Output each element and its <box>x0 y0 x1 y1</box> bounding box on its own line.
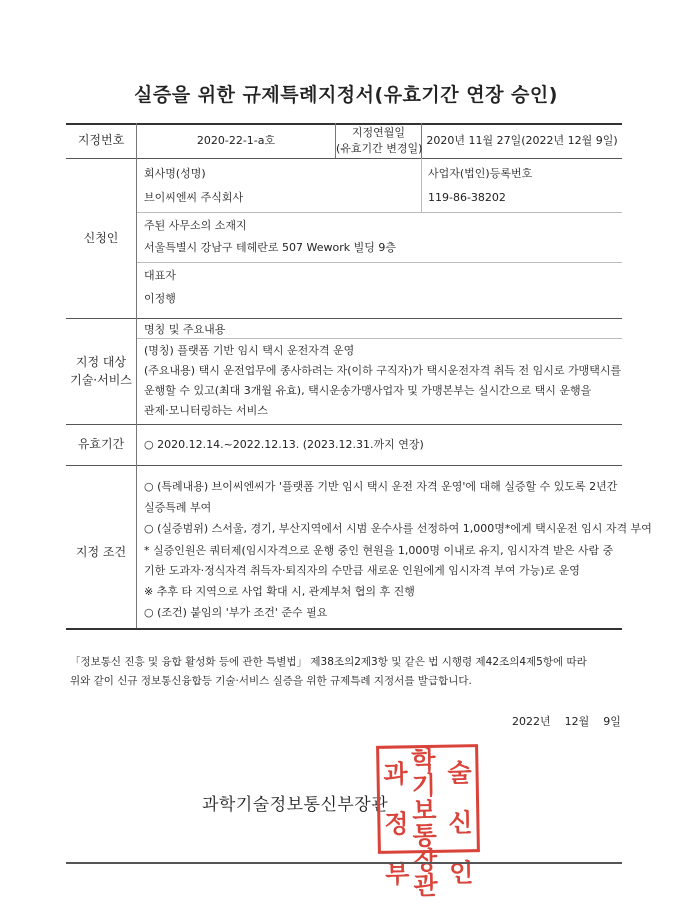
company-name-value: 브이씨엔씨 주식회사 <box>144 191 244 204</box>
condition-line: 실증특례 부여 <box>144 501 212 514</box>
condition-line: ○ (특례내용) 브이씨엔씨가 '플랫폼 기반 임시 택시 운전 자격 운영'에 대해 실증할 수 있도록 2년간 <box>144 480 618 493</box>
row-divider-applicant <box>66 318 622 319</box>
applicant-label: 신청인 <box>83 231 119 245</box>
condition-line: ※ 추후 타 지역으로 사업 확대 시, 관계부처 협의 후 진행 <box>144 585 415 598</box>
applicant-subdivider-1 <box>137 212 622 213</box>
registration-number-label: 사업자(법인)등록번호 <box>428 167 533 180</box>
representative-value: 이정행 <box>144 292 176 305</box>
target-label-1: 지정 대상 <box>75 355 127 369</box>
designation-date-label-2: (유효기간 변경일) <box>336 142 423 155</box>
seal-char: 과 <box>383 758 408 789</box>
table-bottom-border <box>66 628 622 630</box>
target-name-value: (명칭) 플랫폼 기반 임시 택시 운전자격 운영 <box>144 344 355 357</box>
statement-line-1: 「정보통신 진흥 및 융합 활성화 등에 관한 특별법」 제38조의2제3항 및 같은 법 시행령 제42조의4제5항에 따라 <box>70 656 587 668</box>
footer-rule <box>66 862 622 864</box>
seal-char: 보통 <box>411 795 438 851</box>
target-name-header: 명칭 및 주요내용 <box>144 323 226 336</box>
validity-value: ○ 2020.12.14.~2022.12.13. (2023.12.31.까지 연장) <box>144 438 424 451</box>
conditions-label: 지정 조건 <box>75 545 127 559</box>
designation-number-value: 2020-22-1-a호 <box>196 134 276 147</box>
statement-line-2: 위와 같이 신규 정보통신융합등 기술·서비스 실증을 위한 규제특례 지정서를 발급합니다. <box>70 675 472 687</box>
target-label-2: 기술·서비스 <box>70 373 132 387</box>
representative-label: 대표자 <box>144 269 176 282</box>
target-content-line-3: 관제·모니터링하는 서비스 <box>144 404 268 417</box>
seal-char: 부 <box>384 858 410 889</box>
condition-line: * 실증인원은 쿼터제(임시자격으로 운행 중인 현원을 1,000명 이내로 유지, 임시자격 받은 사람 중 <box>144 544 614 557</box>
seal-char: 장관 <box>412 845 438 901</box>
condition-line: ○ (조건) 붙임의 '부가 조건' 준수 필요 <box>144 606 328 619</box>
condition-line: ○ (실증범위) 스서울, 경기, 부산지역에서 시범 운수사를 선정하여 1,000명*에게 택시운전 임시 자격 부여 <box>144 522 652 535</box>
row-divider-validity <box>66 465 622 466</box>
designation-number-label: 지정번호 <box>77 133 125 147</box>
validity-label: 유효기간 <box>77 437 125 451</box>
target-subdivider <box>137 338 622 339</box>
condition-line: 기한 도과자·정식자격 취득자·퇴직자의 수만큼 새로운 인원에게 임시자격 부여 가능)로 운영 <box>144 564 580 577</box>
seal-char: 술 <box>447 757 472 788</box>
registration-number-value: 119-86-38202 <box>428 191 506 204</box>
seal-char: 정 <box>384 808 409 839</box>
designation-date-label-1: 지정연월일 <box>351 126 406 139</box>
row-divider-target <box>66 424 622 425</box>
designation-date-value: 2020년 11월 27일(2022년 12월 9일) <box>426 134 618 147</box>
seal-char: 인 <box>448 857 474 888</box>
issue-date: 2022년 12월 9일 <box>512 715 621 728</box>
applicant-column-divider <box>421 158 422 212</box>
document-title: 실증을 위한 규제특례지정서(유효기간 연장 승인) <box>134 84 558 106</box>
address-label: 주된 사무소의 소재지 <box>144 219 247 232</box>
row-divider-designation <box>66 158 622 159</box>
seal-char: 학기 <box>411 745 437 801</box>
company-name-label: 회사명(성명) <box>144 167 206 180</box>
target-content-line-1: (주요내용) 택시 운전업무에 종사하려는 자(이하 구직자)가 택시운전자격 취득 전 임시로 가맹택시를 <box>144 364 622 377</box>
issuer-name: 과학기술정보통신부장관 <box>202 795 389 815</box>
target-content-line-2: 운행할 수 있고(최대 3개월 유효), 택시운송가맹사업자 및 가맹본부는 실시간으로 택시 운행을 <box>144 384 592 397</box>
address-value: 서울특별시 강남구 테헤란로 507 Wework 빌딩 9층 <box>144 241 396 254</box>
label-column-divider <box>136 123 137 628</box>
applicant-subdivider-2 <box>137 262 622 263</box>
seal-char: 신 <box>448 807 473 838</box>
official-seal <box>376 744 480 901</box>
